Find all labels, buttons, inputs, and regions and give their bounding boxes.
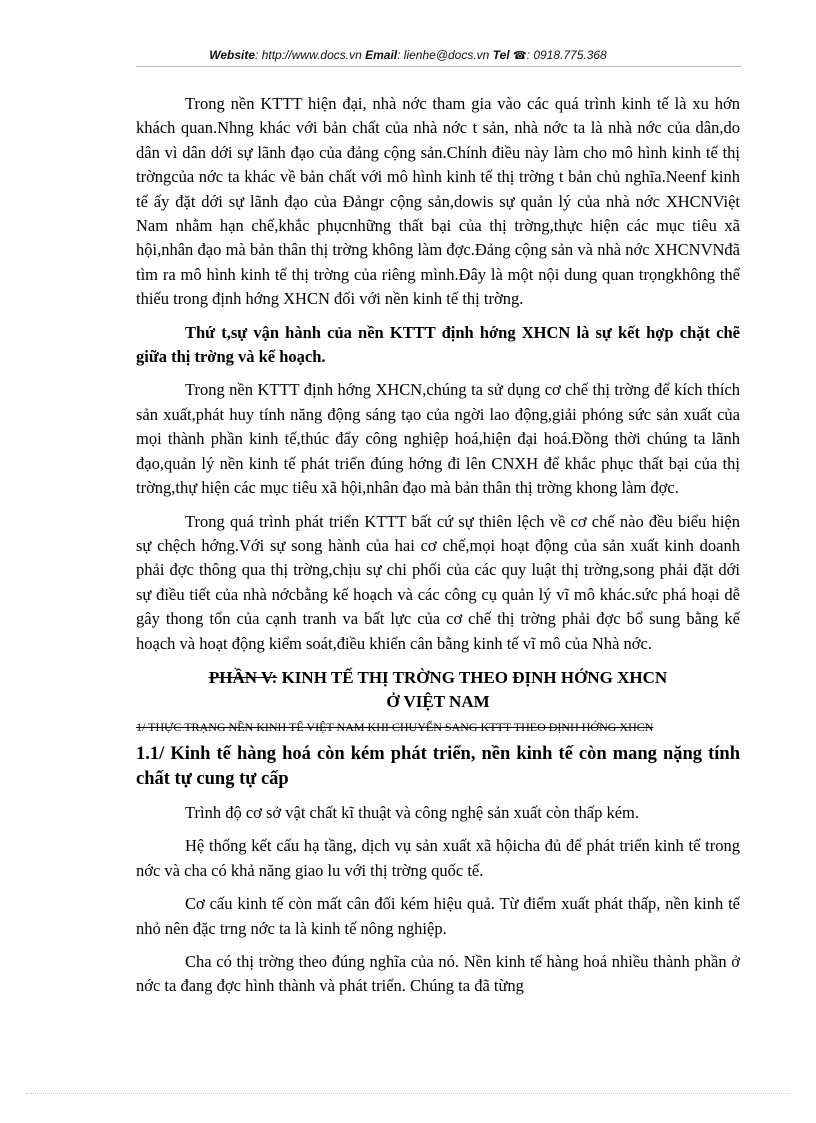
tel-label: Tel [492, 48, 510, 62]
subsection-struck: 1/ THỰC TRẠNG NỀN KINH TẾ VIỆT NAM KHI CHUYỂN SANG KTTT THEO ĐỊNH HỚNG XHCN [136, 719, 654, 734]
paragraph-3: Trong quá trình phát triển KTTT bất cứ sự thiên lệch về cơ chế nào đều biểu hiện sự chệch hớng.Với sự song hành của hai cơ chế,mọi hoạt động của sản xuất kinh doanh phải đợc thông qua thị trờng,chịu sự chi phối của các quy luật thị trờng,song phải đặt dới sự điều tiết của nhà nớcbằng kế hoạch và các công cụ quản lý vĩ mô khác.sức phá hoại dễ gây thong tổn của cạnh tranh va bất lực của cơ chế thị trờng phải đợc bổ sung bằng kế hoạch và hoạt động kiểm soát,điều khiển cân bằng kinh tế vĩ mô của Nhà nớc. [136, 511, 740, 653]
bold-heading: Thứ t,sự vận hành của nền KTTT định hớng XHCN là sự kết hợp chặt chẽ giữa thị trờng và kế hoạch. [136, 322, 740, 367]
website-url[interactable]: : http://www.docs.vn [255, 48, 362, 62]
paragraph-7: Cha có thị trờng theo đúng nghĩa của nó. Nền kinh tế hàng hoá nhiều thành phần ở nớc ta đang đợc hình thành và phát triển. Chúng ta đã từng [136, 951, 740, 996]
header-divider [136, 66, 741, 67]
paragraph-4: Trình độ cơ sở vật chất kĩ thuật và công nghệ sản xuất còn thấp kém. [185, 802, 639, 822]
section-title-line2: Ở VIỆT NAM [386, 691, 490, 711]
paragraph-1: Trong nền KTTT hiện đại, nhà nớc tham gia vào các quá trình kinh tế là xu hớn khách quan.Nhng khác với bản chất của nhà nớc t sản, nhà nớc ta là nhà nớc của dân,do dân vì dân dới sự lãnh đạo của đảng cộng sản.Chính điều này làm cho mô hình kinh tế thị trờngcủa nớc ta khác về bản chất với mô hình kinh tế thị trờng t bản chủ nghĩa.Neenf kinh tế ấy đặt dới sự lãnh đạo của Đảngr cộng sản,dowis sự quản lý của nhà nớc XHCNViệt Nam nhằm hạn chế,khắc phụcnhững thất bại của thị trờng,thực hiện các mục tiêu xã hội,nhân đạo mà bản thân thị trờng không làm đợc.Đảng cộng sản và nhà nớc XHCNVNđã tìm ra mô hình kinh tế thị trờng của riêng mình.Đây là một nội dung quan trọngkhông thể thiếu trong định hớng XHCN đối với nền kinh tế thị trờng. [136, 94, 740, 309]
email-value[interactable]: : lienhe@docs.vn [397, 48, 490, 62]
paragraph-5: Hệ thống kết cấu hạ tầng, dịch vụ sản xuất xã hộicha đủ để phát triển kinh tế trong nớc và cha có khả năng giao lu với thị trờng quốc tế. [136, 836, 740, 880]
document-body [136, 92, 740, 999]
page-header [0, 48, 816, 62]
paragraph-2: Trong nền KTTT định hớng XHCN,chúng ta sử dụng cơ chế thị trờng để kích thích sản xuất,phát huy tính năng động sáng tạo của ngời lao động,giải phóng sức sản xuất của mọi thành phần kinh tế,thúc đẩy công nghiệp hoá,hiện đại hoá.Đồng thời chúng ta lãnh đạo,quản lý nền kinh tế phát triển đúng hớng đi lên CNXH để khắc phục thất bại của thị trờng,thự hiện các mục tiêu xã hội,nhân đạo mà bản thân thị trờng khong làm đợc. [136, 380, 740, 498]
paragraph-6: Cơ cấu kinh tế còn mất cân đối kém hiệu quả. Từ điểm xuất phát thấp, nền kinh tế nhỏ nên đặc trng nớc ta là kinh tế nông nghiệp. [136, 894, 740, 938]
tel-value: : 0918.775.368 [526, 48, 607, 62]
section-title [136, 666, 740, 714]
heading-1-1: 1.1/ Kinh tế hàng hoá còn kém phát triển, nền kinh tế còn mang nặng tính chất tự cung tự cấp [136, 743, 740, 789]
phone-icon: ☎ [512, 50, 527, 62]
section-title-line1: KINH TẾ THỊ TRỜNG THEO ĐỊNH HỚNG XHCN [277, 667, 668, 687]
part-label: PHẦN V: [208, 667, 278, 687]
email-label: Email [365, 48, 398, 62]
website-label: Website [209, 48, 256, 62]
footer-divider [26, 1093, 790, 1094]
